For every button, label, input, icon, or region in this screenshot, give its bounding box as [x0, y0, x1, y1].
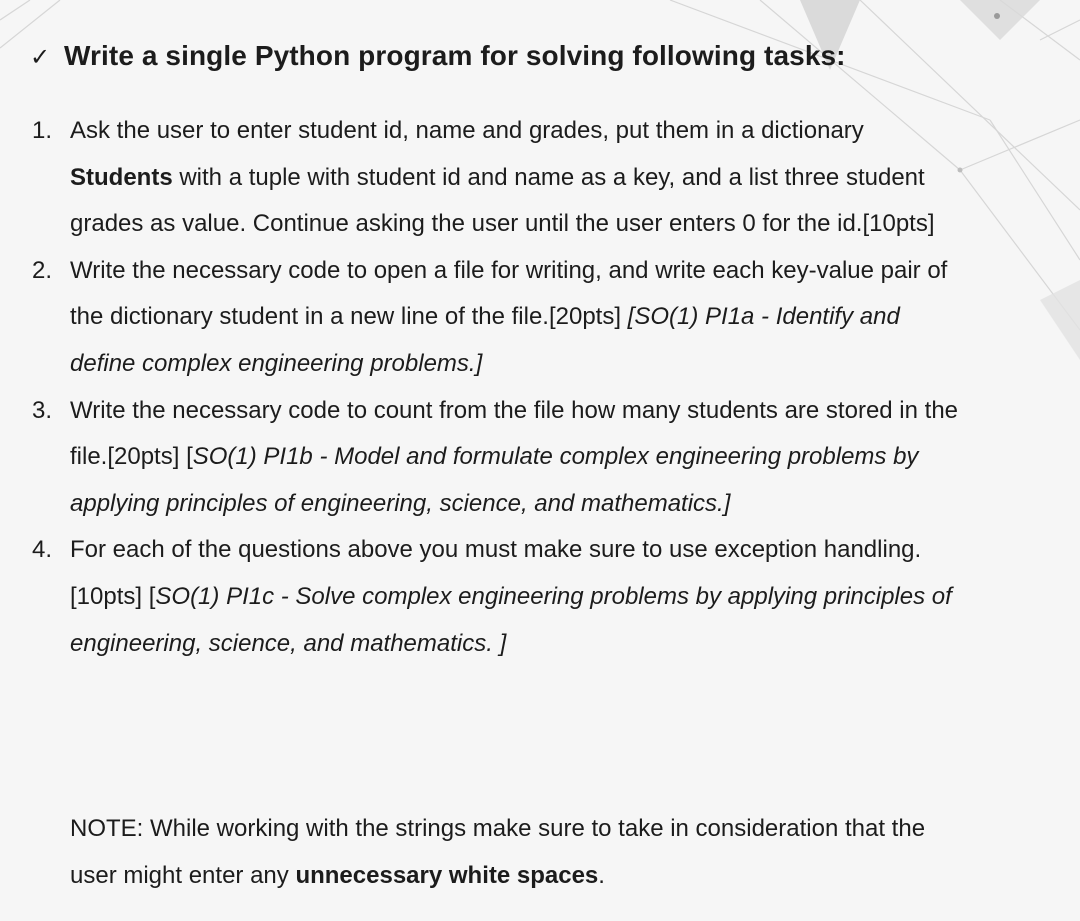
task-text	[70, 388, 970, 528]
outcome-reference: SO(1) PI1b - Model and formulate complex engineering problems by applying principles of engineering, science, and mathematics.]	[70, 443, 919, 517]
task-text-segment: For each of the questions above you must make sure to use exception handling.[10pts] [	[70, 536, 922, 610]
note-text: NOTE: While working with the strings make sure to take in consideration that the user might enter any	[70, 815, 926, 889]
heading-text: Write a single Python program for solving following tasks:	[64, 40, 846, 71]
task-text	[70, 527, 970, 667]
task-text-segment: Write the necessary code to open a file for writing, and write each key-value pair of the dictionary student in a new line of the file.[20pts]	[70, 256, 948, 331]
task-number: 4.	[32, 536, 53, 564]
task-text-segment: with a tuple with student id and name as a key, and a list three student grades as value. Continue asking the user until the user enters 0 for the id.[10pts]	[70, 163, 935, 238]
task-text	[70, 108, 970, 248]
task-text	[70, 248, 970, 388]
task-item	[0, 527, 1080, 667]
emphasis-white-spaces: unnecessary white spaces	[295, 861, 599, 889]
note-paragraph	[70, 806, 970, 899]
outcome-reference: SO(1) PI1c - Solve complex engineering problems by applying principles of engineering, science, and mathematics. ]	[70, 582, 952, 657]
task-text-segment: Ask the user to enter student id, name and grades, put them in a dictionary	[70, 117, 864, 144]
task-list	[0, 108, 1080, 667]
task-number: 2.	[32, 256, 53, 284]
note-text: .	[598, 861, 605, 889]
task-item	[0, 108, 1080, 248]
task-item	[0, 388, 1080, 528]
page-heading	[30, 40, 846, 72]
task-text-segment: Write the necessary code to count from the file how many students are stored in the file.[20pts] [	[70, 396, 959, 471]
task-number: 3.	[32, 396, 53, 424]
emphasis-students: Students	[70, 163, 173, 191]
task-item	[0, 248, 1080, 388]
task-number: 1.	[32, 117, 53, 144]
checkmark-icon: ✓	[30, 44, 51, 71]
outcome-reference: [SO(1) PI1a - Identify and define complex engineering problems.]	[70, 303, 900, 377]
